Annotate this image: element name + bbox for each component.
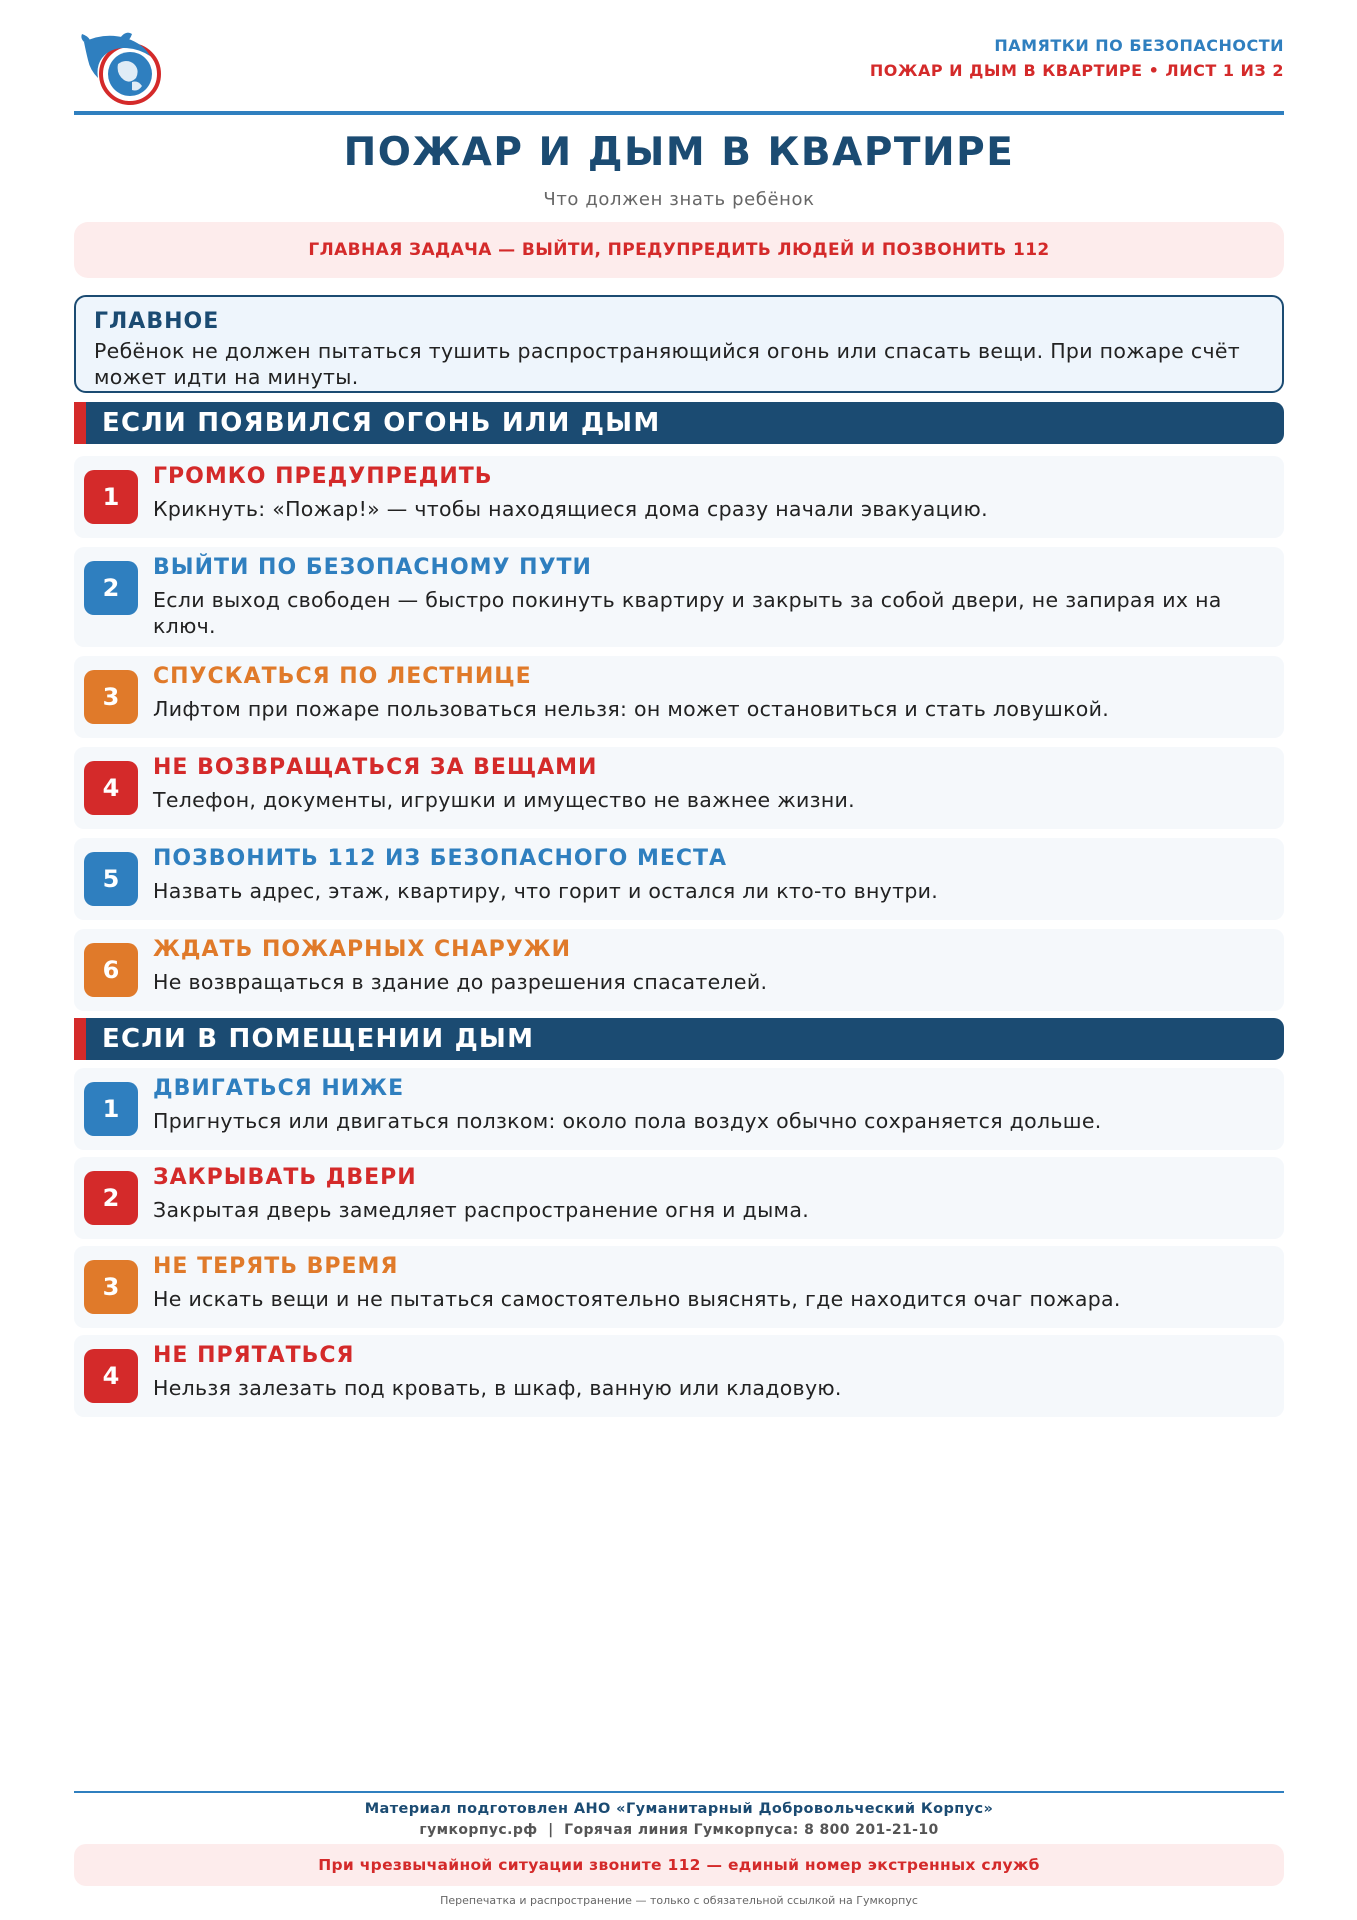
- step-title: ГРОМКО ПРЕДУПРЕДИТЬ: [153, 464, 493, 489]
- step-text: Крикнуть: «Пожар!» — чтобы находящиеся дома сразу начали эвакуацию.: [153, 497, 988, 521]
- dolphin-globe-logo-icon: [80, 30, 170, 110]
- step-text: Не искать вещи и не пытаться самостоятельно выяснять, где находится очаг пожара.: [153, 1287, 1121, 1311]
- step-card: [74, 656, 1284, 738]
- footer-emergency-banner: При чрезвычайной ситуации звоните 112 — единый номер экстренных служб: [74, 1844, 1284, 1886]
- step-title: НЕ ПРЯТАТЬСЯ: [153, 1343, 355, 1368]
- step-number-badge: 4: [84, 761, 138, 815]
- step-number-badge: 3: [84, 1260, 138, 1314]
- step-title: СПУСКАТЬСЯ ПО ЛЕСТНИЦЕ: [153, 664, 532, 689]
- step-number-badge: 2: [84, 561, 138, 615]
- step-card: [74, 1246, 1284, 1328]
- step-number-badge: 3: [84, 670, 138, 724]
- footer-prepared: Материал подготовлен АНО «Гуманитарный Добровольческий Корпус»: [364, 1801, 994, 1817]
- step-title: НЕ ТЕРЯТЬ ВРЕМЯ: [153, 1254, 399, 1279]
- step-text: Нельзя залезать под кровать, в шкаф, ванную или кладовую.: [153, 1376, 842, 1400]
- step-title: ЖДАТЬ ПОЖАРНЫХ СНАРУЖИ: [153, 937, 572, 962]
- step-number-badge: 4: [84, 1349, 138, 1403]
- step-card: [74, 1068, 1284, 1150]
- section-header-smoke: ЕСЛИ В ПОМЕЩЕНИИ ДЫМ: [74, 1018, 1284, 1060]
- key-point-box: [74, 295, 1284, 393]
- step-text: Не возвращаться в здание до разрешения спасателей.: [153, 970, 768, 994]
- footer-contacts: гумкорпус.рф | Горячая линия Гумкорпуса: 8 800 201-21-10: [419, 1822, 939, 1838]
- step-card: [74, 929, 1284, 1011]
- step-card: [74, 1335, 1284, 1417]
- page-subtitle: Что должен знать ребёнок: [543, 189, 815, 210]
- step-title: НЕ ВОЗВРАЩАТЬСЯ ЗА ВЕЩАМИ: [153, 755, 598, 780]
- step-number-badge: 6: [84, 943, 138, 997]
- sheet-label: ПОЖАР И ДЫМ В КВАРТИРЕ • ЛИСТ 1 ИЗ 2: [869, 61, 1284, 80]
- step-title: ПОЗВОНИТЬ 112 ИЗ БЕЗОПАСНОГО МЕСТА: [153, 846, 728, 871]
- footer-reprint-note: Перепечатка и распространение — только с обязательной ссылкой на Гумкорпус: [440, 1894, 918, 1907]
- step-text: Назвать адрес, этаж, квартиру, что горит и остался ли кто-то внутри.: [153, 879, 939, 903]
- header-labels: [870, 36, 1284, 80]
- step-number-badge: 5: [84, 852, 138, 906]
- step-card: [74, 747, 1284, 829]
- section-header-fire: ЕСЛИ ПОЯВИЛСЯ ОГОНЬ ИЛИ ДЫМ: [74, 402, 1284, 444]
- step-text: Закрытая дверь замедляет распространение огня и дыма.: [153, 1198, 810, 1222]
- step-card: [74, 547, 1284, 647]
- step-text: Лифтом при пожаре пользоваться нельзя: он может остановиться и стать ловушкой.: [153, 697, 1110, 721]
- key-point-heading: ГЛАВНОЕ: [94, 309, 220, 334]
- step-text: Если выход свободен — быстро покинуть квартиру и закрыть за собой двери, не запирая их на ключ.: [153, 588, 1222, 638]
- header-divider: [74, 111, 1284, 115]
- series-label: ПАМЯТКИ ПО БЕЗОПАСНОСТИ: [994, 36, 1284, 55]
- step-card: [74, 1157, 1284, 1239]
- step-card: [74, 456, 1284, 538]
- main-task-banner: ГЛАВНАЯ ЗАДАЧА — ВЫЙТИ, ПРЕДУПРЕДИТЬ ЛЮДЕЙ И ПОЗВОНИТЬ 112: [74, 222, 1284, 278]
- key-point-text: Ребёнок не должен пытаться тушить распространяющийся огонь или спасать вещи. При пожаре счёт может идти на минуты.: [94, 339, 1241, 389]
- step-card: [74, 838, 1284, 920]
- step-number-badge: 1: [84, 470, 138, 524]
- step-title: ВЫЙТИ ПО БЕЗОПАСНОМУ ПУТИ: [153, 555, 592, 580]
- page-header: [74, 30, 1284, 114]
- step-number-badge: 2: [84, 1171, 138, 1225]
- step-title: ЗАКРЫВАТЬ ДВЕРИ: [153, 1165, 417, 1190]
- footer-divider: [74, 1791, 1284, 1793]
- page-title: ПОЖАР И ДЫМ В КВАРТИРЕ: [343, 130, 1015, 175]
- step-text: Телефон, документы, игрушки и имущество не важнее жизни.: [153, 788, 855, 812]
- step-text: Пригнуться или двигаться ползком: около пола воздух обычно сохраняется дольше.: [153, 1109, 1102, 1133]
- step-number-badge: 1: [84, 1082, 138, 1136]
- step-title: ДВИГАТЬСЯ НИЖЕ: [153, 1076, 405, 1101]
